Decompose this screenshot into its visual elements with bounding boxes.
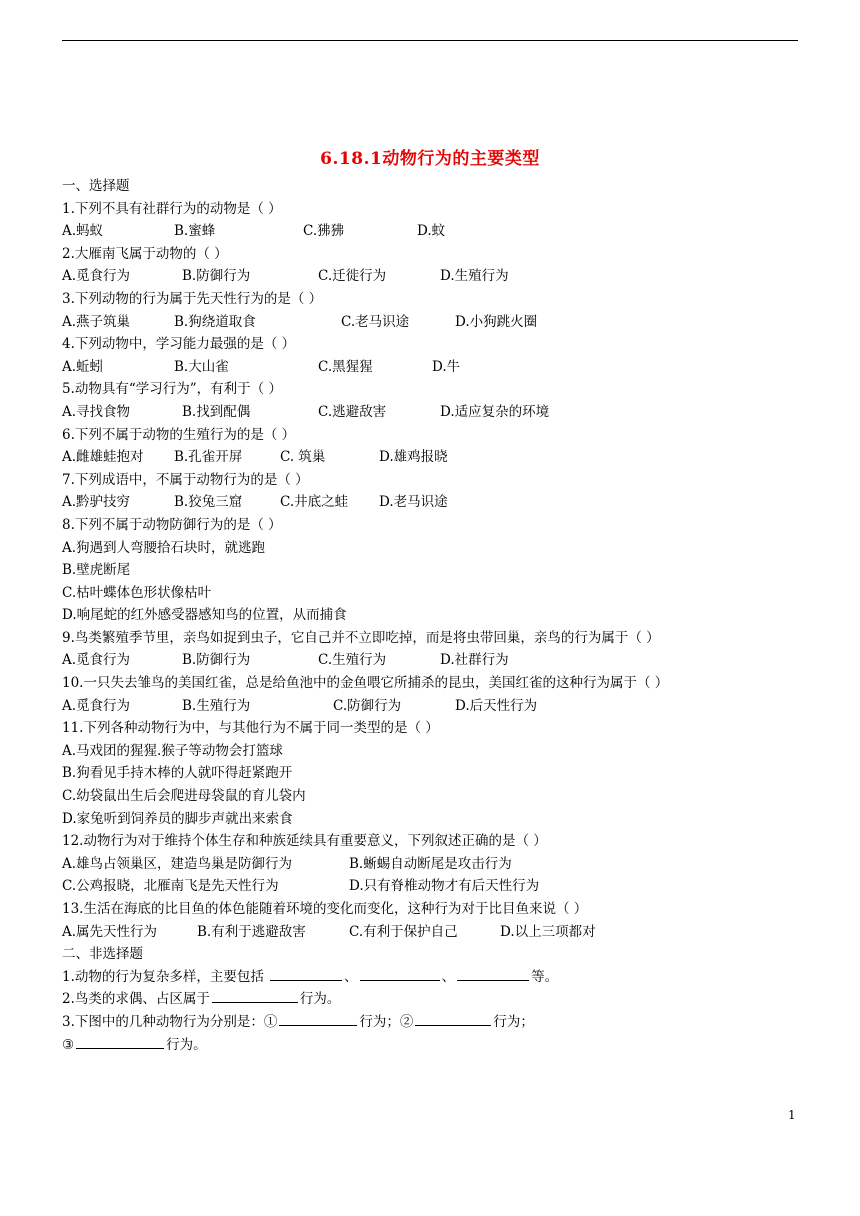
question-stem: 8.下列不属于动物防御行为的是（ ） bbox=[62, 516, 282, 533]
option-d: D.社群行为 bbox=[440, 652, 509, 669]
question-text: 等。 bbox=[531, 968, 559, 985]
answer-blank[interactable] bbox=[212, 988, 298, 1003]
option-c: C.公鸡报晓，北雁南飞是先天性行为 bbox=[62, 878, 279, 895]
option-c: C.生殖行为 bbox=[318, 652, 387, 669]
header-rule bbox=[62, 40, 798, 41]
document-title: 6.18.1动物行为的主要类型 bbox=[320, 149, 540, 169]
option-a: A.觅食行为 bbox=[62, 268, 131, 285]
section-heading: 一、选择题 bbox=[62, 178, 130, 194]
option-b: B.狗绕道取食 bbox=[174, 313, 256, 330]
option-row bbox=[62, 265, 798, 288]
option-d: D.只有脊椎动物才有后天性行为 bbox=[349, 878, 540, 895]
option-a: A.觅食行为 bbox=[62, 697, 131, 714]
option-a: A.觅食行为 bbox=[62, 652, 131, 669]
option-c: C.老马识途 bbox=[341, 313, 410, 330]
option-b: B.壁虎断尾 bbox=[62, 562, 131, 579]
option-row bbox=[62, 446, 798, 469]
fill-question-3 bbox=[62, 1011, 798, 1034]
option-b: B.有利于逃避敌害 bbox=[197, 923, 306, 940]
question-text: 2.鸟类的求偶、占区属于 bbox=[62, 991, 210, 1008]
option-row bbox=[62, 875, 798, 898]
question-stem: 9.鸟类繁殖季节里，亲鸟如捉到虫子，它自己并不立即吃掉，而是将虫带回巢，亲鸟的行为属于（ ） bbox=[62, 629, 660, 646]
question-text: 行为； bbox=[493, 1013, 534, 1030]
option-row bbox=[62, 356, 798, 379]
option-a: A.狗遇到人弯腰拾石块时，就逃跑 bbox=[62, 539, 266, 556]
option-c: C.有利于保护自己 bbox=[349, 923, 458, 940]
option-b: B.防御行为 bbox=[182, 268, 251, 285]
option-d: D.后天性行为 bbox=[455, 697, 538, 714]
question-text: 行为。 bbox=[166, 1036, 207, 1053]
option-c: C.井底之蛙 bbox=[280, 494, 349, 511]
option-a: A.属先天性行为 bbox=[62, 923, 158, 940]
answer-blank[interactable] bbox=[270, 966, 342, 981]
option-d: D.小狗跳火圈 bbox=[455, 313, 538, 330]
option-c: C.逃避敌害 bbox=[318, 403, 387, 420]
answer-blank[interactable] bbox=[457, 966, 529, 981]
option-d: D.生殖行为 bbox=[440, 268, 509, 285]
option-b: B.蜥蜴自动断尾是攻击行为 bbox=[349, 855, 512, 872]
option-row bbox=[62, 853, 798, 876]
option-c: C.幼袋鼠出生后会爬进母袋鼠的育儿袋内 bbox=[62, 788, 306, 805]
option-row bbox=[62, 220, 798, 243]
question-stem: 10.一只失去雏鸟的美国红雀，总是给鱼池中的金鱼喂它所捕杀的昆虫，美国红雀的这种行为属于（ ） bbox=[62, 675, 669, 692]
option-d: D.牛 bbox=[432, 358, 461, 375]
option-c: C.枯叶蝶体色形状像枯叶 bbox=[62, 584, 212, 601]
fill-question-2 bbox=[62, 988, 798, 1011]
document-body bbox=[62, 175, 798, 1056]
question-text: 1.动物的行为复杂多样，主要包括 bbox=[62, 968, 269, 985]
separator: 、 bbox=[441, 968, 456, 985]
question-stem: 6.下列不属于动物的生殖行为的是（ ） bbox=[62, 426, 296, 443]
question-stem: 4.下列动物中，学习能力最强的是（ ） bbox=[62, 336, 296, 353]
answer-blank[interactable] bbox=[415, 1011, 491, 1026]
question-stem: 7.下列成语中，不属于动物行为的是（ ） bbox=[62, 471, 309, 488]
option-b: B.找到配偶 bbox=[182, 403, 251, 420]
fill-question-3-continued bbox=[62, 1034, 798, 1057]
option-a: A.雄鸟占领巢区，建造鸟巢是防御行为 bbox=[62, 855, 293, 872]
section-heading: 二、非选择题 bbox=[62, 946, 143, 963]
option-a: A.燕子筑巢 bbox=[62, 313, 131, 330]
option-a: A.寻找食物 bbox=[62, 403, 131, 420]
option-row bbox=[62, 921, 798, 944]
answer-blank[interactable] bbox=[360, 966, 440, 981]
option-b: B.蜜蜂 bbox=[174, 223, 216, 240]
question-text: ③ bbox=[62, 1036, 75, 1053]
option-b: B.狡兔三窟 bbox=[174, 494, 243, 511]
option-d: D.以上三项都对 bbox=[500, 923, 596, 940]
option-d: D.老马识途 bbox=[379, 494, 448, 511]
option-a: A.蚯蚓 bbox=[62, 358, 104, 375]
option-d: D.家兔听到饲养员的脚步声就出来索食 bbox=[62, 810, 293, 827]
option-c: C.迁徙行为 bbox=[318, 268, 387, 285]
option-c: C.狒狒 bbox=[303, 223, 345, 240]
question-stem: 3.下列动物的行为属于先天性行为的是（ ） bbox=[62, 290, 323, 307]
option-a: A.马戏团的猩猩.猴子等动物会打篮球 bbox=[62, 742, 283, 759]
option-a: A.雌雄蛙抱对 bbox=[62, 449, 144, 466]
question-stem: 11.下列各种动物行为中，与其他行为不属于同一类型的是（ ） bbox=[62, 720, 439, 737]
question-stem: 1.下列不具有社群行为的动物是（ ） bbox=[62, 200, 282, 217]
option-row bbox=[62, 491, 798, 514]
fill-question-1 bbox=[62, 966, 798, 989]
option-row bbox=[62, 311, 798, 334]
page-number: 1 bbox=[788, 1108, 796, 1122]
question-text: 3.下图中的几种动物行为分别是：① bbox=[62, 1013, 278, 1030]
option-b: B.生殖行为 bbox=[182, 697, 251, 714]
option-c: C.黑猩猩 bbox=[318, 358, 373, 375]
option-b: B.孔雀开屏 bbox=[174, 449, 243, 466]
option-c: C. 筑巢 bbox=[280, 449, 326, 466]
question-text: 行为。 bbox=[299, 991, 341, 1008]
option-d: D.适应复杂的环境 bbox=[440, 403, 550, 420]
option-row bbox=[62, 401, 798, 424]
answer-blank[interactable] bbox=[76, 1034, 164, 1049]
option-b: B.防御行为 bbox=[182, 652, 251, 669]
question-text: 行为；② bbox=[359, 1013, 414, 1030]
option-row bbox=[62, 649, 798, 672]
question-stem: 12.动物行为对于维持个体生存和种族延续具有重要意义，下列叙述正确的是（ ） bbox=[62, 833, 547, 850]
option-d: D.响尾蛇的红外感受器感知鸟的位置，从而捕食 bbox=[62, 607, 347, 624]
separator: 、 bbox=[344, 968, 358, 985]
question-stem: 13.生活在海底的比目鱼的体色能随着环境的变化而变化，这种行为对于比目鱼来说（ ） bbox=[62, 901, 588, 917]
option-d: D.雄鸡报晓 bbox=[379, 449, 448, 466]
option-b: B.大山雀 bbox=[174, 358, 229, 375]
option-a: A.黔驴技穷 bbox=[62, 494, 131, 511]
question-stem: 2.大雁南飞属于动物的（ ） bbox=[62, 245, 228, 262]
option-c: C.防御行为 bbox=[333, 697, 402, 714]
question-stem: 5.动物具有“学习行为”，有利于（ ） bbox=[62, 381, 282, 398]
option-a: A.蚂蚁 bbox=[62, 223, 104, 240]
option-b: B.狗看见手持木棒的人就吓得赶紧跑开 bbox=[62, 765, 293, 782]
option-row bbox=[62, 695, 798, 718]
answer-blank[interactable] bbox=[279, 1011, 357, 1026]
option-d: D.蚊 bbox=[417, 223, 446, 240]
